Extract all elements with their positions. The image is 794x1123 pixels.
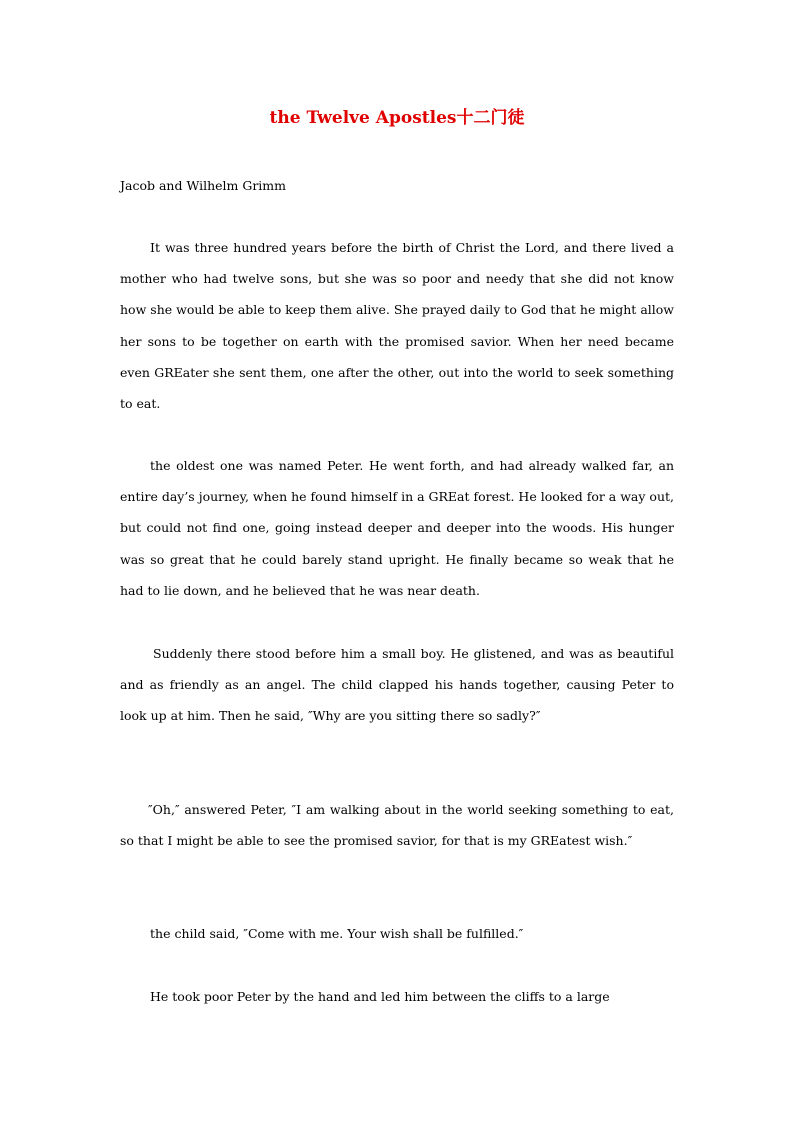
document-title: the Twelve Apostles十二门徒	[269, 108, 525, 128]
paragraph-2: the oldest one was named Peter. He went forth, and had already walked far, an entire day’s journey, when he found himself in a GREat forest. He looked for a way out, but could not find one, going instead deeper and deeper into the woods. His hunger was so great that he could barely stand upright. He finally became so weak that he had to lie down, and he believed that he was near death.	[120, 458, 674, 598]
paragraph-3: Suddenly there stood before him a small boy. He glistened, and was as beautiful and as friendly as an angel. The child clapped his hands together, causing Peter to look up at him. Then he said, ″Why are you sitting there so sadly?″	[120, 646, 674, 724]
document-page	[120, 0, 674, 1123]
paragraph-5: the child said, ″Come with me. Your wish shall be fulfilled.″	[150, 926, 524, 941]
document-author: Jacob and Wilhelm Grimm	[120, 178, 287, 193]
paragraph-4: ″Oh,″ answered Peter, ″I am walking about in the world seeking something to eat, so that I might be able to see the promised savior, for that is my GREatest wish.″	[120, 802, 674, 849]
paragraph-6: He took poor Peter by the hand and led him between the cliffs to a large	[150, 989, 610, 1004]
paragraph-1: It was three hundred years before the birth of Christ the Lord, and there lived a mother who had twelve sons, but she was so poor and needy that she did not know how she would be able to keep them alive. She prayed daily to God that he might allow her sons to be together on earth with the promised savior. When her need became even GREater she sent them, one after the other, out into the world to seek something to eat.	[120, 240, 674, 412]
